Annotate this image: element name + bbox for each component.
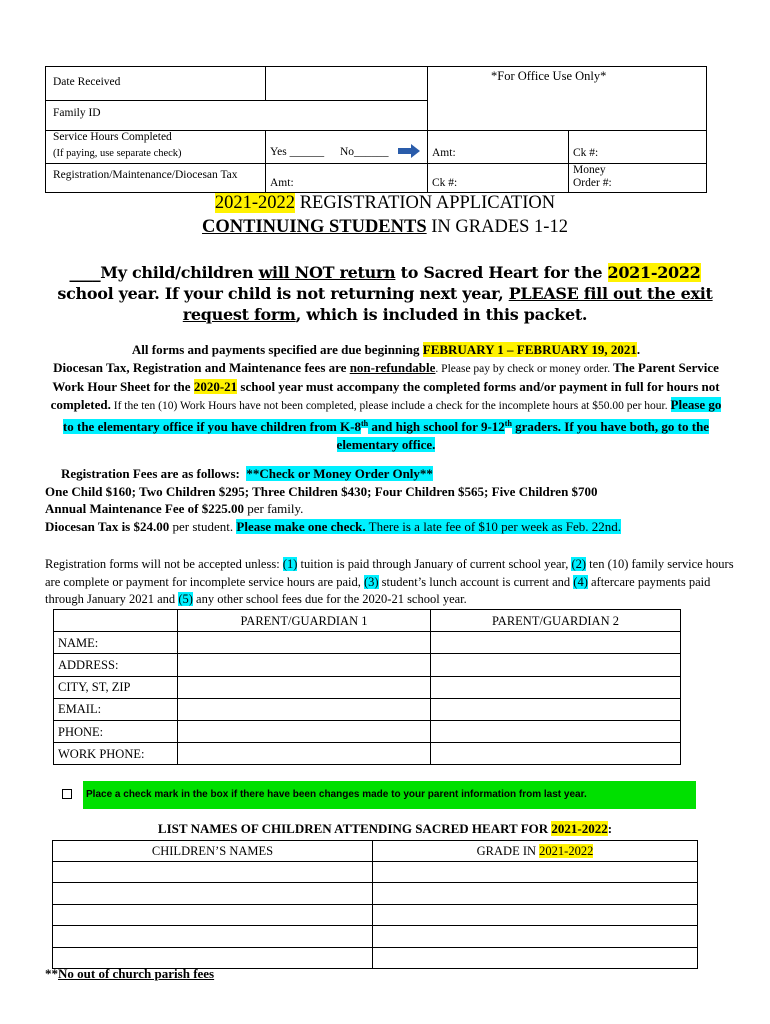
page-subtitle: CONTINUING STUDENTS IN GRADES 1-12 xyxy=(202,217,568,237)
table-row xyxy=(54,654,681,676)
table-row xyxy=(54,676,681,698)
divider xyxy=(46,163,706,164)
maintenance-fee: Annual Maintenance Fee of $225.00 per family. xyxy=(45,501,304,516)
parent-1-city-field[interactable] xyxy=(178,676,431,698)
right-arrow-icon xyxy=(398,144,420,158)
table-row xyxy=(53,904,698,925)
child-grade-field[interactable] xyxy=(373,862,698,883)
children-list-heading: LIST NAMES OF CHILDREN ATTENDING SACRED HEART FOR 2021-2022: xyxy=(157,821,613,836)
check-number-label: Ck #: xyxy=(432,177,458,189)
divider xyxy=(427,67,428,192)
continuing-students: CONTINUING STUDENTS xyxy=(202,217,427,237)
divider xyxy=(265,130,266,192)
no-field[interactable]: No______ xyxy=(340,146,389,158)
page-title: 2021-2022 REGISTRATION APPLICATION xyxy=(214,193,556,213)
row-label: ADDRESS: xyxy=(54,654,178,676)
instructions-paragraph: All forms and payments specified are due beginning FEBRUARY 1 – FEBRUARY 19, 2021. Diocesan Tax, Registration and Maintenance fees are non-refundable. Please pay by check or money order. The Parent Service Work Hour Sheet for the 2020-21 school year must accompany the completed forms and/or payment in full for hours not completed. If the ten (10) Work Hours have not been completed, please include a check for the incomplete hours at $50.00 per hour. Please go to the elementary office if you have children from K-8th and high school for 9-12th graders. If you have both, go to the elementary office. xyxy=(50,342,722,453)
family-id-label: Family ID xyxy=(53,107,101,119)
money-order-label-2: Order #: xyxy=(573,177,612,189)
changes-checkbox[interactable] xyxy=(62,789,72,799)
yes-field[interactable]: Yes ______ xyxy=(270,146,325,158)
amount-label: Amt: xyxy=(270,177,294,189)
children-table xyxy=(52,840,698,969)
table-row xyxy=(54,743,681,765)
parent-2-work-phone-field[interactable] xyxy=(431,743,681,765)
fees-label: Registration Fees are as follows: xyxy=(61,466,240,481)
not-returning-blank[interactable]: ____ xyxy=(69,263,101,282)
parent-2-header: PARENT/GUARDIAN 2 xyxy=(431,610,681,632)
parent-2-phone-field[interactable] xyxy=(431,720,681,742)
parent-1-header: PARENT/GUARDIAN 1 xyxy=(178,610,431,632)
child-name-field[interactable] xyxy=(53,904,373,925)
parent-2-email-field[interactable] xyxy=(431,698,681,720)
parent-guardian-table xyxy=(53,609,681,765)
not-returning-statement: ____My child/children will NOT return to Sacred Heart for the 2021-2022 school year. If your child is not returning next year, PLEASE fill out the exit request form, which is included in this packet. xyxy=(57,263,713,324)
title-year: 2021-2022 xyxy=(214,193,296,213)
fees-section xyxy=(45,465,735,535)
check-number-label: Ck #: xyxy=(573,147,599,159)
children-names-header: CHILDREN’S NAMES xyxy=(53,841,373,862)
amount-label: Amt: xyxy=(432,147,456,159)
parent-1-name-field[interactable] xyxy=(178,632,431,654)
child-grade-field[interactable] xyxy=(373,904,698,925)
child-name-field[interactable] xyxy=(53,862,373,883)
money-order-label: Money xyxy=(573,164,606,176)
office-use-header: *For Office Use Only* xyxy=(491,69,607,83)
child-name-field[interactable] xyxy=(53,883,373,904)
footer-note: **No out of church parish fees xyxy=(45,966,215,981)
diocesan-tax: Diocesan Tax is $24.00 per student. Please make one check. There is a late fee of $10 per week as Feb. 22nd. xyxy=(45,518,622,534)
change-note: Place a check mark in the box if there have been changes made to your parent information from last year. xyxy=(83,781,696,809)
divider xyxy=(568,130,569,192)
table-header-row xyxy=(53,841,698,862)
fee-schedule: One Child $160; Two Children $295; Three Children $430; Four Children $565; Five Children $700 xyxy=(45,483,598,499)
parent-2-address-field[interactable] xyxy=(431,654,681,676)
check-only-note: **Check or Money Order Only** xyxy=(246,466,433,481)
parent-1-email-field[interactable] xyxy=(178,698,431,720)
parent-1-address-field[interactable] xyxy=(178,654,431,676)
office-use-table xyxy=(45,66,707,193)
table-row xyxy=(53,926,698,947)
table-row xyxy=(54,720,681,742)
date-received-label: Date Received xyxy=(53,76,121,88)
table-row xyxy=(54,632,681,654)
requirements-paragraph: Registration forms will not be accepted unless: (1) tuition is paid through January of current school year, (2) ten (10) family service hours are complete or payment for incomplete service hours are paid, (3) student’s lunch account is current and (4) aftercare payments paid through January 2021 and (5) any other school fees due for the 2020-21 school year. xyxy=(45,557,734,606)
parent-1-phone-field[interactable] xyxy=(178,720,431,742)
child-name-field[interactable] xyxy=(53,926,373,947)
row-label: CITY, ST, ZIP xyxy=(54,676,178,698)
row-label: EMAIL: xyxy=(54,698,178,720)
parent-1-work-phone-field[interactable] xyxy=(178,743,431,765)
child-grade-field[interactable] xyxy=(373,947,698,968)
parent-2-name-field[interactable] xyxy=(431,632,681,654)
row-label: WORK PHONE: xyxy=(54,743,178,765)
service-hours-note: (If paying, use separate check) xyxy=(53,148,182,159)
row-label: NAME: xyxy=(54,632,178,654)
table-row xyxy=(53,883,698,904)
parent-2-city-field[interactable] xyxy=(431,676,681,698)
table-row xyxy=(53,862,698,883)
grade-header: GRADE IN 2021-2022 xyxy=(373,841,698,862)
divider xyxy=(46,100,427,101)
table-header-row xyxy=(54,610,681,632)
divider xyxy=(265,67,266,100)
service-hours-label: Service Hours Completed xyxy=(53,131,172,143)
child-grade-field[interactable] xyxy=(373,926,698,947)
divider xyxy=(427,130,706,131)
table-row xyxy=(54,698,681,720)
registration-row-label: Registration/Maintenance/Diocesan Tax xyxy=(53,169,238,181)
row-label: PHONE: xyxy=(54,720,178,742)
child-grade-field[interactable] xyxy=(373,883,698,904)
